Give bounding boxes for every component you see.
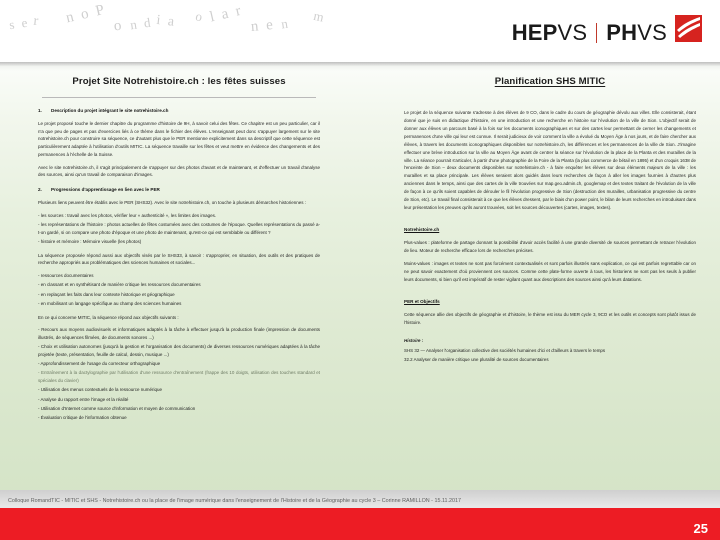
moins-values-paragraph: Moins-values : images et textes ne sont pas forcément contextualisés et sont parfois illustrés sans explication, ce qui est parfois regrettable car on ne peut savoir exactement d'où proviennent ces sources. Comme cette plate-forme ouverte à tous, les historiens ne sont pas les seuls à publier leurs documents, si bien qu'il est impératif de rester vigilant quant aux descriptions des sources ainsi qu'à leurs datations. (404, 261, 696, 282)
scribble-fragment: m (311, 7, 327, 26)
left-column-divider (42, 97, 316, 98)
logo-ph-bold: PH (606, 20, 638, 45)
scribble-fragment: n o P (64, 1, 108, 27)
list-item: - en classant et en synthétisant de manière critique les ressources documentaires (38, 282, 201, 288)
section-1-heading (38, 107, 320, 115)
per-intro-paragraph: Cette séquence allie des objectifs de géographie et d'histoire, le thème est issu du MER cycle 3, 9CO et les outils et concepts sont plutôt issus de l'histoire. (404, 311, 696, 325)
scribble-fragment: o (113, 17, 125, 35)
right-intro-paragraph: Le projet de la séquence suivante s'adresse à des élèves de 9 CO, dans le cadre du cours de géographie dévolu aux villes. Elle consisterait, étant donné que je suis en didactique d'histoire, en une introduction et une recherche en histoire sur l'évolution de la ville de Sion. L'objectif serait de donner aux élèves un parcours basé à la fois sur les documents iconographiques et sur des cartes leur permettant de cerner les changements et permanences d'une ville qui leur est connue. Il serait judicieux de voir comment la ville a évolué du Moyen Âge à nos jours, et de faire chercher aux élèves, à travers les documents iconographiques disponibles sur notrehistoire.ch, les différences et les permanences de la ville de Sion. J'imagine effectuer une brève introduction sur la ville au Moyen Âge avant de centrer la séance sur l'évolution de la place de la Planta et des murailles de la ville. La séance pourrait s'articuler, à partir d'une photographie de la Foire de la Planta (la plus commerce de bétail en 1895) et d'un croquis 1638 de l'enceinte de Sion – deux documents disponibles sur notrehistoire.ch - à faire enquêter les élèves sur deux éléments majeurs de la ville : les murailles et sa place principale. Les élèves seraient alors guidés dans leurs recherches de façon à aller les images fournies à d'autres plus anciennes dans le temps, ainsi que des cartes de la ville trouvées sur map.geo.admin.ch, googlemap et des textes traitant de l'évolution de la ville de façon à ce qu'ils soient capables de dérouler le fil l'évolution progressive de Sion (destruction des murailles, urbanisation progressive du centre de Sion, etc). Le travail final consisterait à ce que les élèves dressent, par le biais d'un power point, le bilan de leurs recherches en introduisant dans leur présentation les preuves qu'ils auront trouvées, soit les sources découvertes (cartes, images, textes). (404, 110, 696, 211)
list-item: - Entraînement à la dactylographie par l'utilisation d'une ressource d'entraînement (frappe des 10 doigts, utilisation des touches standard et spéciales du clavier) (38, 370, 320, 384)
section-2-paragraph-1: Plusieurs liens peuvent être établis avec le PER (SHS32). Avec le site notrehistoire.ch, on touche à plusieurs démarches historiennes : (38, 199, 307, 205)
objective-32-2: 32.2 Analyser de manière critique une pluralité de sources documentaires (404, 357, 549, 363)
logo-mark-icon (675, 15, 702, 42)
scribble-fragment: n (280, 15, 291, 32)
page-number: 25 (693, 521, 708, 536)
notrehistoire-heading: Notrehistoire.ch (404, 226, 440, 232)
right-document-column (404, 76, 696, 366)
list-item: - histoire et mémoire : Mémoire visuelle (les photos) (38, 238, 142, 244)
logo-hep-bold: HEP (511, 20, 558, 45)
section-2-paragraph-2: La séquence proposée répond aussi aux objectifs visés par le SHS33, à savoir : s'approprier, en situation, des outils et des pratiques de recherche appropriés aux problématiques des sciences humaines et sociales... (38, 252, 320, 266)
logo-text-phvs (606, 22, 667, 44)
handwriting-scribble-decoration (8, 1, 338, 60)
slide-header (0, 0, 720, 62)
right-column-body (404, 109, 696, 364)
list-item: - les sources : travail avec les photos, vérifier leur « authenticité », les limites des images. (38, 212, 217, 218)
list-item: - Approfondissement de l'usage du correcteur orthographique (38, 361, 161, 367)
list-item: - ressources documentaires (38, 273, 94, 279)
plus-values-paragraph: Plus-values : plateforme de partage donnant la possibilité d'avoir accès facilité à une grande diversité de sources permettant de retracer l'évolution de lieu. Moteur de recherche efficace lors de recherches précises. (404, 240, 696, 254)
section-2-number: 2. (38, 187, 42, 193)
logo-vs-light-2: VS (637, 20, 667, 45)
per-objectifs-heading: PER et Objectifs (404, 298, 440, 304)
section-1-paragraph-1: Le projet proposé touche le dernier chapitre du programme d'histoire de 9H, à savoir celui des fêtes. Ce chapitre est un peu particulier, car il n'a que peu de pages et pas d'exercices liés à ce thème dans le fichier des élèves. L'enseignant peut donc s'appuyer largement sur le site notrehistoire.ch pour construire sa séquence, ce d'autant plus que le PER mentionne explicitement dans sa descriptif que cette séquence est particulièrement adaptée à l'utilisation d'outils MITIC. La séquence travaille sur les fêtes et veut mettre en évidence des changements et des permanences à l'échelle de la Suisse. (38, 120, 320, 157)
list-item: - en replaçant les faits dans leur contexte historique et géographique (38, 291, 175, 297)
scribble-fragment: i a (156, 12, 178, 30)
section-1-paragraph-2: Avec le site notrehistoire.ch, il s'agit principalement de s'appuyer sur des photos d'avant et de maintenant, et d'effectuer un travail d'analyse des sources, ainsi qu'un travail de comparaison d'images. (38, 164, 320, 178)
section-1-number: 1. (38, 108, 42, 113)
section-1-title: Description du projet intégrant le site notrehistoire.ch (51, 108, 169, 113)
logo-text-hepvs (512, 22, 588, 44)
left-document-column (38, 76, 320, 423)
list-item: - Utilisation des menus contextuels de la ressource numérique (38, 387, 163, 393)
footer-red-bar (0, 508, 720, 540)
scribble-fragment: n e (250, 16, 276, 35)
objective-shs32: SHS 32 — Analyser l'organisation collective des sociétés humaines d'ici et d'ailleurs à travers le temps (404, 347, 606, 353)
section-2-heading (38, 186, 320, 194)
section-2-paragraph-3: En ce qui concerne MITIC, la séquence répond aux objectifs suivants : (38, 314, 179, 320)
list-item: - Recours aux moyens audiovisuels et informatiques adaptés à la tâche à effectuer jusqu'à la production finale (impression de documents illustrés, de séquences filmées, de documents sonores ...) (38, 327, 320, 340)
header-drop-shadow (0, 62, 720, 71)
scribble-fragment: r (33, 13, 42, 30)
right-column-title: Planification SHS MITIC (494, 76, 606, 87)
hepvs-phvs-logo (512, 16, 702, 50)
scribble-fragment: o (193, 8, 206, 25)
scribble-fragment: l a r (208, 2, 245, 26)
scribble-fragment: n d (129, 14, 154, 33)
list-item: - Évaluation critique de l'information obtenue (38, 415, 127, 421)
list-item: - Utilisation d'Internet comme source d'information et moyen de communication (38, 405, 196, 411)
left-column-body (38, 107, 320, 422)
histoire-subheading: Histoire : (404, 337, 424, 343)
list-item: - Analyse du rapport entre l'image et la réalité (38, 396, 129, 402)
list-item: - en mobilisant un langage spécifique au champ des sciences humaines (38, 300, 182, 306)
scribble-fragment: s e (8, 14, 31, 33)
logo-vs-light: VS (557, 20, 588, 45)
section-2-title: Progressions d'apprentissage en lien avec le PER (51, 187, 160, 193)
logo-separator-bar (596, 23, 597, 43)
list-item: - les représentations de l'histoire : photos actuelles de fêtes costumées avec des costumes de l'époque. Quelles représentations du passé a-t-on gardé, si on compare une photo d'époque et une photo de maintenant, qu'est-ce qui est semblable ou différent ? (38, 221, 320, 235)
list-item: - Choix et utilisation autonomes (jusqu'à la gestion et l'organisation des documents) de diverses ressources numériques adaptées à la tâche projetée (texte, présentation, feuille de calcul, dessin, musique ...) (38, 344, 320, 357)
left-column-title: Projet Site Notrehistoire.ch : les fêtes suisses (72, 76, 286, 87)
footer-caption: Colloque RomandTIC - MITIC et SHS - Notrehistoire.ch ou la place de l'image numérique dans l'enseignement de l'Histoire et de la Géographie au cycle 3 – Corinne RAMILLON - 15.11.2017 (8, 498, 462, 504)
